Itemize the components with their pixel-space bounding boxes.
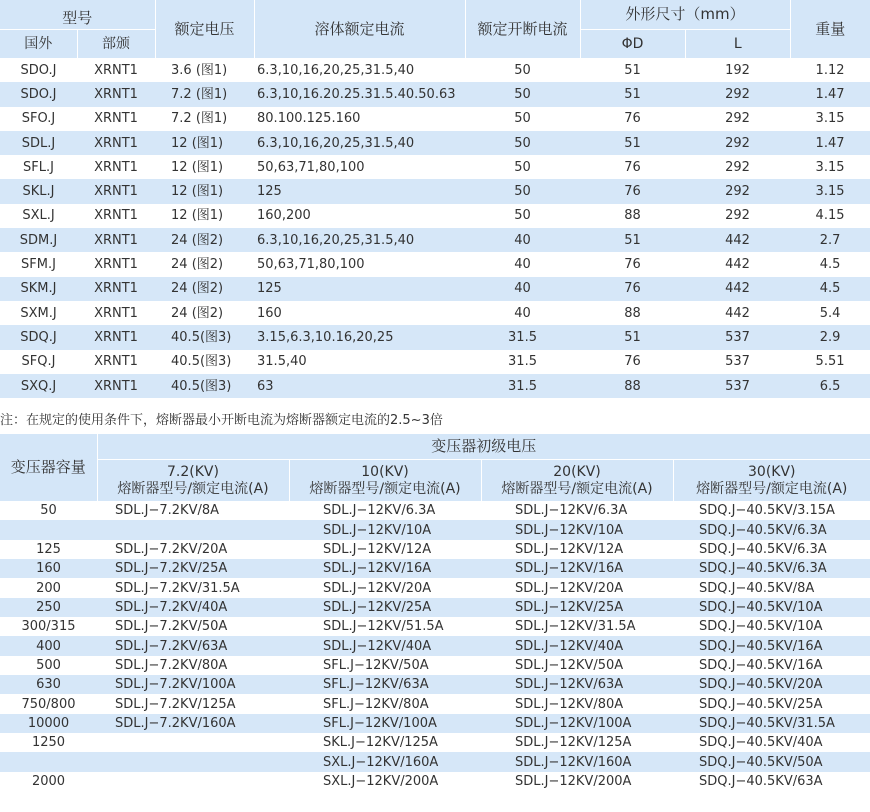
- cell-weight: 3.15: [815, 159, 845, 175]
- cell-breaking-current: 50: [514, 208, 531, 224]
- cell-fuse-30kv: SDQ.J−40.5KV/50A: [699, 754, 823, 770]
- cell-foreign-model: SXL.J: [22, 208, 55, 224]
- cell-length: 292: [725, 184, 750, 200]
- voltage-label: 20(KV): [553, 463, 601, 480]
- cell-fuse-30kv: SDQ.J−40.5KV/6.3A: [699, 522, 827, 538]
- table-row: [0, 131, 870, 155]
- cell-weight: 4.15: [815, 208, 845, 224]
- table-row: [0, 252, 870, 276]
- header-length: L: [685, 29, 790, 58]
- voltage-label: 30(KV): [748, 463, 796, 480]
- cell-foreign-model: SFO.J: [21, 111, 56, 127]
- cell-weight: 6.5: [819, 378, 841, 394]
- cell-foreign-model: SDO.J: [20, 86, 57, 102]
- cell-breaking-current: 31.5: [508, 378, 537, 394]
- cell-length: 537: [725, 378, 750, 394]
- cell-diameter: 51: [624, 86, 641, 102]
- cell-weight: 3.15: [815, 111, 845, 127]
- cell-fuse-30kv: SDQ.J−40.5KV/25A: [699, 696, 823, 712]
- cell-breaking-current: 40: [514, 305, 531, 321]
- cell-fuse-20kv: SDL.J−12KV/200A: [515, 773, 632, 789]
- cell-diameter: 88: [624, 378, 641, 394]
- fuse-spec-table-body: [0, 58, 870, 398]
- table-row: [0, 277, 870, 301]
- table-row: [0, 179, 870, 203]
- header-voltage-20kv: [481, 460, 673, 502]
- transformer-fuse-table: [0, 434, 870, 791]
- cell-transformer-capacity: 630: [36, 677, 61, 693]
- table-row: [0, 578, 870, 597]
- cell-rated-voltage: 12 (图1): [171, 208, 224, 224]
- cell-fuse-10kv: SFL.J−12KV/100A: [323, 715, 437, 731]
- cell-fuse-30kv: SDQ.J−40.5KV/10A: [699, 599, 823, 615]
- cell-fuse-7-2kv: SDL.J−7.2KV/31.5A: [115, 580, 240, 596]
- cell-fuse-30kv: SDQ.J−40.5KV/63A: [699, 773, 823, 789]
- cell-fuse-current: 6.3,10,16,20,25,31.5,40: [257, 62, 415, 78]
- fuse-type-label: 熔断器型号/额定电流(A): [501, 480, 653, 497]
- cell-fuse-20kv: SDL.J−12KV/63A: [515, 677, 624, 693]
- table-row: [0, 714, 870, 733]
- cell-length: 442: [725, 257, 750, 273]
- cell-fuse-20kv: SDL.J−12KV/50A: [515, 657, 624, 673]
- header-transformer-capacity: 变压器容量: [0, 434, 97, 501]
- table-row: [0, 374, 870, 398]
- cell-rated-voltage: 3.6 (图1): [171, 62, 228, 78]
- cell-breaking-current: 40: [514, 281, 531, 297]
- voltage-label: 10(KV): [361, 463, 409, 480]
- cell-fuse-10kv: SDL.J−12KV/20A: [323, 580, 432, 596]
- header-voltage-30kv: [673, 460, 870, 502]
- cell-diameter: 76: [624, 257, 641, 273]
- cell-rated-voltage: 7.2 (图1): [171, 111, 228, 127]
- cell-fuse-20kv: SDL.J−12KV/160A: [515, 754, 632, 770]
- cell-fuse-current: 125: [257, 281, 282, 297]
- cell-fuse-current: 6.3,10,16,20,25,31.5,40: [257, 135, 415, 151]
- cell-weight: 4.5: [819, 281, 841, 297]
- cell-fuse-30kv: SDQ.J−40.5KV/20A: [699, 677, 823, 693]
- cell-fuse-20kv: SDL.J−12KV/80A: [515, 696, 624, 712]
- cell-weight: 1.47: [815, 135, 845, 151]
- cell-fuse-20kv: SDL.J−12KV/16A: [515, 561, 624, 577]
- cell-length: 442: [725, 305, 750, 321]
- cell-rated-voltage: 24 (图2): [171, 232, 224, 248]
- cell-transformer-capacity: 1250: [31, 735, 66, 751]
- cell-fuse-30kv: SDQ.J−40.5KV/31.5A: [699, 715, 835, 731]
- cell-fuse-20kv: SDL.J−12KV/6.3A: [515, 503, 628, 519]
- cell-weight: 1.47: [815, 86, 845, 102]
- cell-domestic-model: XRNT1: [94, 354, 138, 370]
- cell-fuse-20kv: SDL.J−12KV/25A: [515, 599, 624, 615]
- fuse-spec-table: [0, 0, 870, 398]
- cell-fuse-10kv: SFL.J−12KV/63A: [323, 677, 429, 693]
- header-fuse-current: 溶体额定电流: [254, 0, 465, 58]
- cell-fuse-10kv: SKL.J−12KV/125A: [323, 735, 438, 751]
- table-row: [0, 228, 870, 252]
- cell-length: 292: [725, 208, 750, 224]
- cell-transformer-capacity: 160: [36, 561, 61, 577]
- cell-diameter: 76: [624, 354, 641, 370]
- cell-breaking-current: 50: [514, 159, 531, 175]
- cell-transformer-capacity: [0, 520, 97, 539]
- cell-fuse-7-2kv: [97, 520, 289, 539]
- cell-fuse-20kv: SDL.J−12KV/20A: [515, 580, 624, 596]
- usage-note: 注：在规定的使用条件下，熔断器最小开断电流为熔断器额定电流的2.5~3倍: [0, 413, 443, 428]
- cell-weight: 5.51: [815, 354, 845, 370]
- cell-transformer-capacity: 750/800: [21, 696, 76, 712]
- cell-weight: 2.9: [819, 329, 841, 345]
- cell-fuse-7-2kv: [97, 772, 289, 791]
- cell-breaking-current: 50: [514, 62, 531, 78]
- cell-fuse-7-2kv: SDL.J−7.2KV/63A: [115, 638, 228, 654]
- fuse-type-label: 熔断器型号/额定电流(A): [117, 480, 269, 497]
- cell-rated-voltage: 12 (图1): [171, 159, 224, 175]
- cell-fuse-7-2kv: [97, 733, 289, 752]
- cell-fuse-30kv: SDQ.J−40.5KV/3.15A: [699, 503, 835, 519]
- cell-fuse-20kv: SDL.J−12KV/100A: [515, 715, 632, 731]
- cell-fuse-7-2kv: SDL.J−7.2KV/100A: [115, 677, 236, 693]
- cell-weight: 5.4: [819, 305, 841, 321]
- table-row: [0, 540, 870, 559]
- cell-diameter: 76: [624, 111, 641, 127]
- cell-fuse-10kv: SDL.J−12KV/51.5A: [323, 619, 444, 635]
- cell-transformer-capacity: 200: [36, 580, 61, 596]
- cell-domestic-model: XRNT1: [94, 281, 138, 297]
- cell-diameter: 51: [624, 232, 641, 248]
- cell-fuse-current: 31.5,40: [257, 354, 307, 370]
- cell-fuse-current: 80.100.125.160: [257, 111, 361, 127]
- cell-breaking-current: 40: [514, 232, 531, 248]
- header-domestic: 部颁: [77, 29, 155, 58]
- transformer-fuse-table-body: [0, 501, 870, 791]
- table-row: [0, 501, 870, 520]
- header-voltage-7-2kv: [97, 460, 289, 502]
- cell-fuse-current: 160,200: [257, 208, 311, 224]
- cell-rated-voltage: 40.5(图3): [171, 329, 232, 345]
- cell-length: 292: [725, 111, 750, 127]
- cell-fuse-current: 3.15,6.3,10.16,20,25: [257, 329, 394, 345]
- header-dimensions: 外形尺寸（mm）: [580, 0, 790, 29]
- cell-foreign-model: SKL.J: [22, 184, 55, 200]
- cell-fuse-7-2kv: SDL.J−7.2KV/40A: [115, 599, 228, 615]
- table-row: [0, 350, 870, 374]
- cell-fuse-10kv: SDL.J−12KV/10A: [323, 522, 432, 538]
- cell-fuse-30kv: SDQ.J−40.5KV/6.3A: [699, 541, 827, 557]
- cell-rated-voltage: 7.2 (图1): [171, 86, 228, 102]
- cell-foreign-model: SFM.J: [21, 257, 56, 273]
- cell-length: 292: [725, 159, 750, 175]
- table-row: [0, 204, 870, 228]
- cell-diameter: 76: [624, 184, 641, 200]
- cell-fuse-current: 63: [257, 378, 274, 394]
- cell-breaking-current: 50: [514, 184, 531, 200]
- cell-fuse-10kv: SDL.J−12KV/25A: [323, 599, 432, 615]
- cell-fuse-7-2kv: SDL.J−7.2KV/160A: [115, 715, 236, 731]
- cell-domestic-model: XRNT1: [94, 184, 138, 200]
- cell-rated-voltage: 12 (图1): [171, 135, 224, 151]
- cell-domestic-model: XRNT1: [94, 257, 138, 273]
- header-diameter: ΦD: [580, 29, 685, 58]
- cell-fuse-30kv: SDQ.J−40.5KV/10A: [699, 619, 823, 635]
- cell-fuse-10kv: SFL.J−12KV/50A: [323, 657, 429, 673]
- cell-diameter: 51: [624, 135, 641, 151]
- cell-length: 537: [725, 329, 750, 345]
- cell-fuse-30kv: SDQ.J−40.5KV/6.3A: [699, 561, 827, 577]
- table-row: [0, 752, 870, 771]
- cell-domestic-model: XRNT1: [94, 159, 138, 175]
- cell-fuse-current: 50,63,71,80,100: [257, 159, 365, 175]
- table-row: [0, 82, 870, 106]
- cell-fuse-30kv: SDQ.J−40.5KV/40A: [699, 735, 823, 751]
- cell-domestic-model: XRNT1: [94, 305, 138, 321]
- header-voltage-10kv: [289, 460, 481, 502]
- cell-breaking-current: 50: [514, 111, 531, 127]
- cell-rated-voltage: 40.5(图3): [171, 354, 232, 370]
- cell-transformer-capacity: 125: [36, 541, 61, 557]
- header-weight: 重量: [790, 0, 870, 58]
- table-row: [0, 107, 870, 131]
- cell-rated-voltage: 40.5(图3): [171, 378, 232, 394]
- cell-fuse-7-2kv: SDL.J−7.2KV/80A: [115, 657, 228, 673]
- table-row: [0, 694, 870, 713]
- header-model: 型号: [0, 0, 155, 29]
- cell-fuse-7-2kv: SDL.J−7.2KV/50A: [115, 619, 228, 635]
- cell-weight: 2.7: [819, 232, 841, 248]
- cell-transformer-capacity: 250: [36, 599, 61, 615]
- cell-transformer-capacity: 10000: [27, 715, 70, 731]
- table-row: [0, 155, 870, 179]
- cell-foreign-model: SKM.J: [20, 281, 57, 297]
- cell-fuse-7-2kv: SDL.J−7.2KV/25A: [115, 561, 228, 577]
- table-row: [0, 58, 870, 82]
- table-row: [0, 656, 870, 675]
- cell-foreign-model: SDL.J: [21, 135, 56, 151]
- cell-domestic-model: XRNT1: [94, 232, 138, 248]
- cell-fuse-30kv: SDQ.J−40.5KV/16A: [699, 638, 823, 654]
- cell-domestic-model: XRNT1: [94, 135, 138, 151]
- table-row: [0, 733, 870, 752]
- cell-fuse-10kv: SDL.J−12KV/6.3A: [323, 503, 436, 519]
- cell-domestic-model: XRNT1: [94, 378, 138, 394]
- cell-breaking-current: 31.5: [508, 354, 537, 370]
- table-row: [0, 559, 870, 578]
- cell-fuse-20kv: SDL.J−12KV/40A: [515, 638, 624, 654]
- cell-fuse-20kv: SDL.J−12KV/10A: [515, 522, 624, 538]
- table-row: [0, 598, 870, 617]
- cell-fuse-10kv: SDL.J−12KV/40A: [323, 638, 432, 654]
- cell-fuse-10kv: SXL.J−12KV/200A: [323, 773, 439, 789]
- cell-transformer-capacity: 300/315: [21, 619, 76, 635]
- cell-fuse-current: 160: [257, 305, 282, 321]
- cell-weight: 1.12: [815, 62, 845, 78]
- table-row: [0, 325, 870, 349]
- cell-diameter: 51: [624, 329, 641, 345]
- cell-weight: 4.5: [819, 257, 841, 273]
- cell-domestic-model: XRNT1: [94, 111, 138, 127]
- cell-fuse-20kv: SDL.J−12KV/31.5A: [515, 619, 636, 635]
- cell-breaking-current: 40: [514, 257, 531, 273]
- cell-domestic-model: XRNT1: [94, 208, 138, 224]
- cell-domestic-model: XRNT1: [94, 86, 138, 102]
- cell-foreign-model: SXM.J: [20, 305, 57, 321]
- cell-domestic-model: XRNT1: [94, 329, 138, 345]
- header-rated-voltage: 额定电压: [155, 0, 254, 58]
- cell-breaking-current: 50: [514, 86, 531, 102]
- cell-rated-voltage: 24 (图2): [171, 281, 224, 297]
- cell-foreign-model: SDM.J: [19, 232, 58, 248]
- cell-fuse-current: 125: [257, 184, 282, 200]
- cell-diameter: 76: [624, 281, 641, 297]
- cell-transformer-capacity: 500: [36, 657, 61, 673]
- header-breaking-current: 额定开断电流: [465, 0, 580, 58]
- table-row: [0, 301, 870, 325]
- cell-fuse-7-2kv: [97, 752, 289, 771]
- table-row: [0, 520, 870, 539]
- cell-diameter: 51: [624, 62, 641, 78]
- cell-length: 292: [725, 86, 750, 102]
- cell-domestic-model: XRNT1: [94, 62, 138, 78]
- cell-breaking-current: 50: [514, 135, 531, 151]
- cell-length: 192: [725, 62, 750, 78]
- cell-fuse-20kv: SDL.J−12KV/12A: [515, 541, 624, 557]
- cell-fuse-10kv: SXL.J−12KV/160A: [323, 754, 439, 770]
- table-row: [0, 675, 870, 694]
- cell-length: 292: [725, 135, 750, 151]
- cell-rated-voltage: 24 (图2): [171, 257, 224, 273]
- cell-diameter: 88: [624, 208, 641, 224]
- header-foreign: 国外: [0, 29, 77, 58]
- cell-breaking-current: 31.5: [508, 329, 537, 345]
- cell-weight: 3.15: [815, 184, 845, 200]
- cell-fuse-10kv: SDL.J−12KV/12A: [323, 541, 432, 557]
- cell-transformer-capacity: 2000: [31, 773, 66, 789]
- cell-rated-voltage: 12 (图1): [171, 184, 224, 200]
- cell-diameter: 88: [624, 305, 641, 321]
- cell-fuse-10kv: SFL.J−12KV/80A: [323, 696, 429, 712]
- voltage-label: 7.2(KV): [167, 463, 219, 480]
- cell-diameter: 76: [624, 159, 641, 175]
- cell-rated-voltage: 24 (图2): [171, 305, 224, 321]
- cell-foreign-model: SFL.J: [23, 159, 54, 175]
- cell-transformer-capacity: 400: [36, 638, 61, 654]
- cell-fuse-current: 6.3,10,16.20.25.31.5.40.50.63: [257, 86, 456, 102]
- cell-fuse-7-2kv: SDL.J−7.2KV/125A: [115, 696, 236, 712]
- cell-fuse-current: 6.3,10,16,20,25,31.5,40: [257, 232, 415, 248]
- cell-foreign-model: SDQ.J: [20, 329, 57, 345]
- cell-fuse-7-2kv: SDL.J−7.2KV/20A: [115, 541, 228, 557]
- cell-length: 537: [725, 354, 750, 370]
- cell-fuse-30kv: SDQ.J−40.5KV/16A: [699, 657, 823, 673]
- cell-fuse-20kv: SDL.J−12KV/125A: [515, 735, 632, 751]
- cell-transformer-capacity: 50: [40, 503, 57, 519]
- cell-fuse-10kv: SDL.J−12KV/16A: [323, 561, 432, 577]
- cell-length: 442: [725, 232, 750, 248]
- header-primary-voltage: 变压器初级电压: [97, 434, 870, 460]
- cell-fuse-current: 50,63,71,80,100: [257, 257, 365, 273]
- table-row: [0, 636, 870, 655]
- cell-fuse-7-2kv: SDL.J−7.2KV/8A: [115, 503, 219, 519]
- fuse-type-label: 熔断器型号/额定电流(A): [309, 480, 461, 497]
- cell-fuse-30kv: SDQ.J−40.5KV/8A: [699, 580, 815, 596]
- fuse-type-label: 熔断器型号/额定电流(A): [696, 480, 848, 497]
- table-row: [0, 617, 870, 636]
- cell-length: 442: [725, 281, 750, 297]
- cell-foreign-model: SDO.J: [20, 62, 57, 78]
- table-row: [0, 772, 870, 791]
- cell-transformer-capacity: [0, 752, 97, 771]
- cell-foreign-model: SXQ.J: [20, 378, 57, 394]
- cell-foreign-model: SFQ.J: [21, 354, 56, 370]
